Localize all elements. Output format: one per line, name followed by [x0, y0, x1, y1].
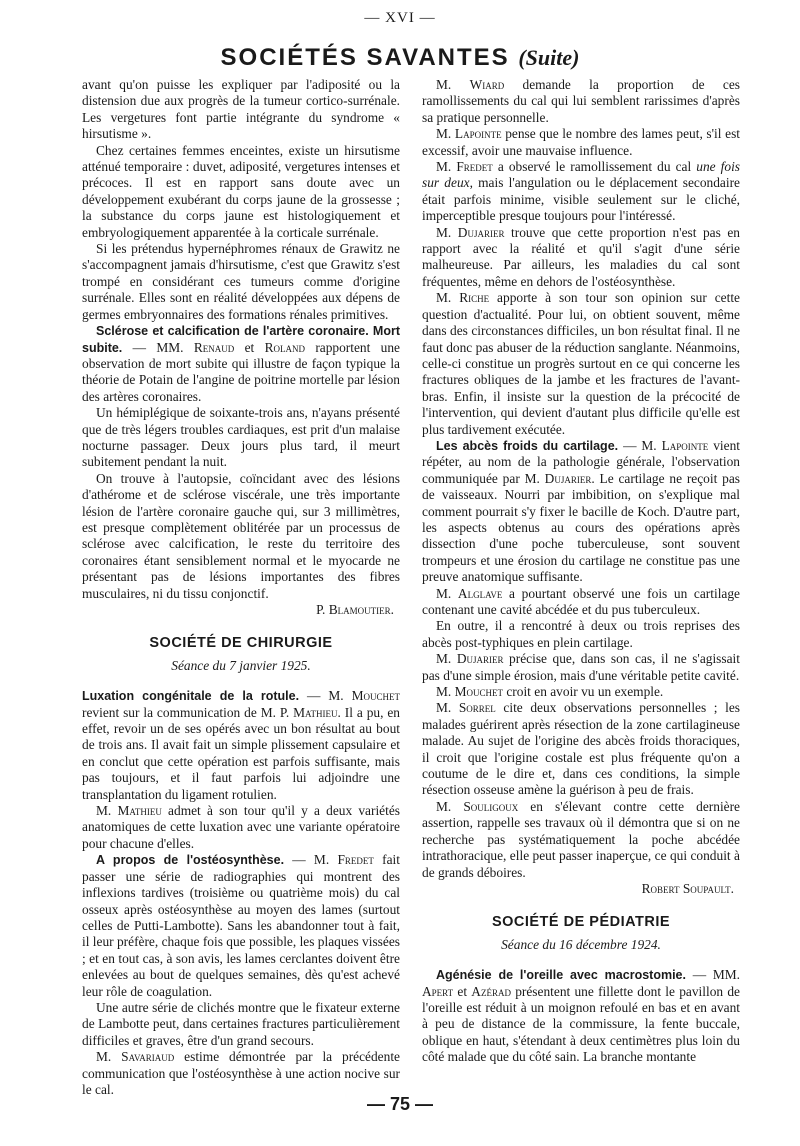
paragraph: M. Alglave a pourtant observé une fois un cartilage contenant une cavité abcédée et du pus tuberculeux.	[422, 585, 741, 617]
paragraph: M. Souligoux en s'élevant contre cette dernière assertion, rappelle ses travaux où il démontra que si on ne recherche pas systématiquement la poche abcédée intrathoracique, elle peut passer inaperçue, ce qui conduit à de grands déboires.	[422, 798, 741, 880]
session-date: Séance du 16 décembre 1924.	[501, 936, 661, 952]
article-heading: Luxation congénitale de la rotule.	[82, 689, 300, 704]
paragraph: En outre, il a rencontré à deux ou trois reprises des abcès post-typhiques en plein cartilage.	[422, 618, 740, 650]
paragraph: M. Savariaud estime démontrée par la précédente communication que l'ostéosynthèse à une action nocive sur le cal.	[82, 1049, 400, 1097]
paragraph: Luxation congénitale de la rotule. — M. Mouchet revient sur la communication de M. P. Mathieu. Il a pu, en effet, revoir un de ses opérés avec un bon résultat au bout de trois ans. Il avait fait un simple plissement capsulaire et en conclut que cette opération est parfois suffisante, mais pas toujours, et il faut parfois lui adjoindre une transplantation du ligament rotulien.	[82, 688, 400, 802]
paragraph: Un hémiplégique de soixante-trois ans, n'ayans présenté que de très légers troubles cardiaques, est prit d'un malaise nocturne passager. Deux jours plus tard, il meurt subitement pendant la nuit.	[82, 405, 400, 470]
signature: Robert Soupault.	[641, 880, 734, 896]
paragraph: avant qu'on puisse les expliquer par l'adiposité ou la distension due aux progrès de la tumeur cortico-surrénale. Les vergetures font partie intégrante du syndrome « hirsutisme ».	[82, 77, 400, 142]
article-heading: Sclérose et calcification de l'artère coronaire. Mort subite.	[82, 324, 400, 355]
page-title	[0, 44, 800, 72]
author-name: Wiard	[469, 77, 505, 92]
signature: P. Blamoutier.	[316, 602, 394, 617]
author-name: Lapointe	[454, 126, 502, 142]
paragraph: M. Mathieu admet à son tour qu'il y a deux variétés anatomiques de cette luxation avec une variante opératoire pour chacune d'elles.	[82, 803, 400, 851]
author-name: Mouchet	[454, 684, 504, 700]
paragraph: A propos de l'ostéosynthèse. — M. Fredet fait passer une série de radiographies qui montrent des inflexions tardives (troisième ou quatrième mois) du cal osseux après ostéosynthèse au moyen des lames (surtout celles de Putti-Lambotte). Sans les abandonner tout à fait, il leur préfère, chaque fois que possible, les plaques vissées ; et en tout cas, à son avis, les lames cerclantes doivent être enlevées au bout de quelques semaines, dès qu'est achevé leur rôle de coagulation.	[82, 852, 400, 999]
paragraph: M. Fredet a observé le ramollissement du cal une fois sur deux, mais l'angulation ou le déplacement secondaire était parfois minime, visible seulement sur le cliché, imperceptible presque toujours pour l'intéressé.	[422, 159, 741, 224]
author-name: Alglave	[457, 585, 503, 601]
author-name: Riche	[459, 290, 490, 306]
section-title-chirurgie: SOCIÉTÉ DE CHIRURGIE	[149, 635, 333, 652]
author-name: Savariaud	[121, 1049, 175, 1065]
author-name: Fredet	[456, 159, 493, 175]
author-name: Mathieu	[117, 803, 162, 819]
paragraph: Chez certaines femmes enceintes, existe un hirsutisme atténué temporaire : duvet, adiposité, vergetures intenses et précoces. Il est en rapport sans doute avec un développement exubérant du corps jaune de la grossesse ; la substance du corps jaune est histologiquement et embryologiquement apparentée à la corticale surrénale.	[82, 142, 400, 240]
paragraph: Une autre série de clichés montre que le fixateur externe de Lambotte peut, dans certaines fractures particulièrement difficiles et graves, être d'un grand secours.	[82, 999, 400, 1048]
article-heading: Agénésie de l'oreille avec macrostomie.	[436, 968, 686, 983]
article-heading: A propos de l'ostéosynthèse.	[96, 853, 285, 868]
paragraph: M. Dujarier précise que, dans son cas, il ne s'agissait pas d'une simple érosion, mais d'une véritable petite cavité.	[422, 651, 740, 683]
title-text: SOCIÉTÉS SAVANTES	[220, 44, 510, 71]
author-name: Roland	[264, 339, 305, 355]
author-name: Dujarier	[544, 470, 592, 486]
page-number: — 75 —	[366, 1094, 434, 1114]
paragraph: M. Riche apporte à son tour son opinion sur cette question d'actualité. Pour lui, on obtient souvent, même dans des circonstances difficiles, un bon résultat final. Il ne faut donc pas abuser de la réduction sanglante. Néanmoins, celle-ci constitue un progrès surtout en ce qui concerne les fractures obliques de la jambe et les fractures de l'avant-bras. Enfin, il insiste sur la question de la précocité de l'intervention, qui devient d'autant plus difficile qu'elle est plus tardivement exécutée.	[422, 290, 740, 437]
author-name: Mathieu	[293, 704, 338, 720]
author-name: Apert	[422, 983, 454, 999]
author-name: Souligoux	[463, 798, 519, 814]
paragraph: Sclérose et calcification de l'artère coronaire. Mort subite. — MM. Renaud et Roland rapportent une observation de mort subite qui illustre de façon typique la théorie de Potain de l'angine de poitrine mortelle par lésion des artères coronaires.	[82, 324, 400, 404]
running-head-page-number: — XVI —	[364, 10, 436, 26]
paragraph: Si les prétendus hypernéphromes rénaux de Grawitz ne s'accompagnent jamais d'hirsutisme, c'est que Grawitz s'est trompé en considérant ces tumeurs comme d'origine surrénale. Elles sont en réalité développées aux dépens de germes embryonnaires des formations rénales primitives.	[82, 241, 400, 322]
paragraph: On trouve à l'autopsie, coïncidant avec des lésions d'athérome et de sclérose viscérale, une très importante lésion de l'artère coronaire gauche qui, sur 3 millimètres, est presque complètement oblitérée par un processus de sclérose avec calcification, le reste du territoire des coronaires étant sensiblement normal et le myocarde ne présentant pas de lésions importantes des fibres musculaires, ni du tissu conjonctif.	[82, 470, 400, 601]
paragraph: M. Sorrel cite deux observations personnelles ; les malades guérirent après résection de la zone cartilagineuse malade. Au sujet de l'origine des abcès froids thoraciques, il croit que l'origine costale est plus fréquente qu'on a coutume de le dire et, dans ces conditions, la simple résection osseuse amène la guérison à peu de frais.	[422, 700, 740, 798]
paragraph: M. Dujarier trouve que cette proportion n'est pas en rapport avec la réalité et qu'il s'agit d'une série malheureuse. Par ailleurs, les maladies du cal sont fréquentes, même en dehors de l'ostéosynthèse.	[422, 224, 741, 289]
section-title-pediatrie: SOCIÉTÉ DE PÉDIATRIE	[491, 914, 671, 931]
author-name: Dujarier	[457, 224, 505, 240]
right-column	[422, 77, 740, 1066]
author-name: Lapointe	[661, 437, 709, 453]
paragraph: M. Lapointe pense que le nombre des lames peut, s'il est excessif, avoir une mauvaise influence.	[422, 126, 740, 158]
paragraph: Agénésie de l'oreille avec macrostomie. — MM. Apert et Azérad présentent une fillette dont le pavillon de l'oreille est réduit à un moignon refoulé en bas et en avant à peu de distance de la commissure, la fente buccale, oblique en haut, s'étendant à deux centimètres plus loin du côté malade que du côté sain. La branche montante	[422, 967, 740, 1065]
session-date: Séance du 7 janvier 1925.	[171, 657, 311, 673]
author-name: Dujarier	[456, 651, 504, 667]
article-heading: Les abcès froids du cartilage.	[436, 438, 619, 453]
author-name: Renaud	[193, 339, 235, 355]
author-name: Sorrel	[458, 700, 496, 716]
title-suite: (Suite)	[518, 45, 580, 70]
left-column	[82, 77, 400, 1098]
paragraph: M. Wiard demande la proportion de ces ramollissements du cal qui lui semblent rarissimes d'après sa pratique personnelle.	[422, 77, 740, 125]
paragraph: Les abcès froids du cartilage. — M. Lapointe vient répéter, au nom de la pathologie générale, l'observation communiquée par M. Dujarier. Le cartilage ne reçoit pas de vaisseaux. Nourri par imbibition, on s'explique mal comment pourrait s'y fixer le bacille de Koch. D'autre part, les aspects obtenus au cours des opérations après dissection d'une poche tuberculeuse, sont souvent trompeurs et une érosion du cartilage ne constitue pas une preuve anatomique suffisante.	[422, 437, 740, 585]
author-name: Fredet	[337, 852, 374, 868]
author-name: Azérad	[471, 983, 511, 999]
author-name: Mouchet	[351, 688, 400, 704]
paragraph: M. Mouchet croit en avoir vu un exemple.	[436, 684, 664, 700]
